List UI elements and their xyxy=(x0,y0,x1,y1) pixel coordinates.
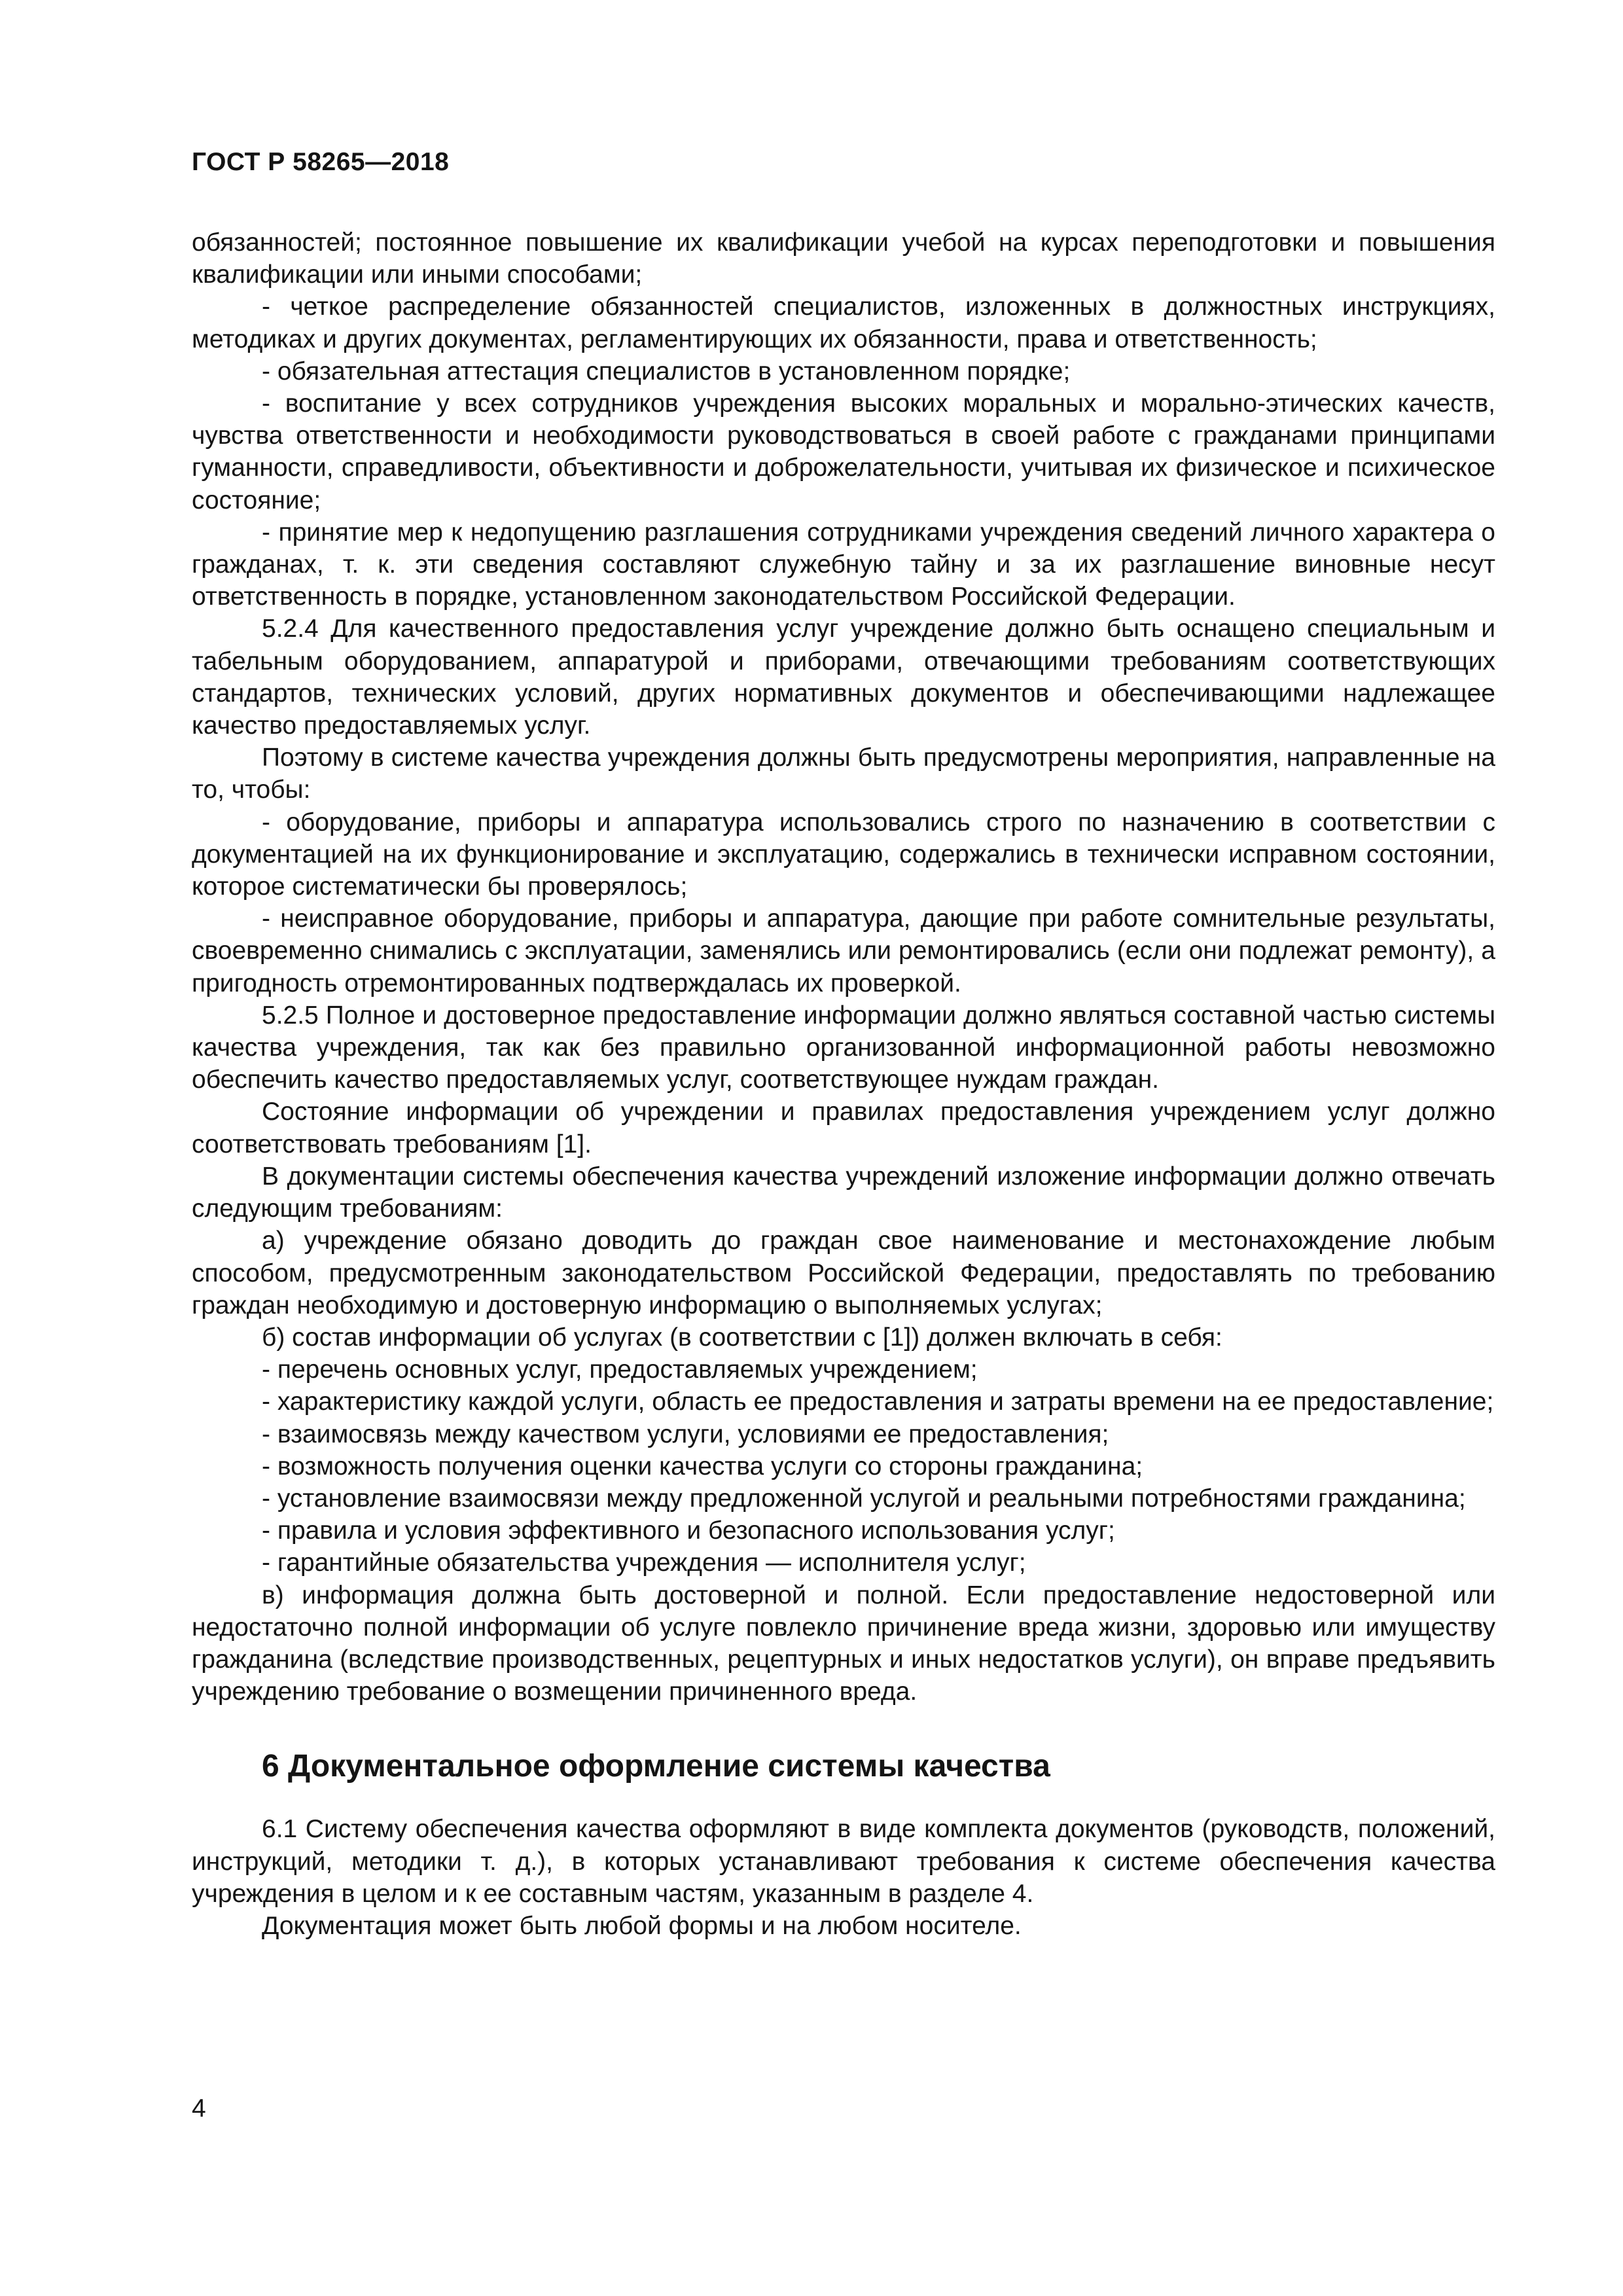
paragraph: - обязательная аттестация специалистов в установленном порядке; xyxy=(262,357,1071,386)
paragraph: 6.1 Систему обеспечения качества оформляют в виде комплекта документов (руководств, положений, инструкций, методики т. д.), в которых устанавливают требования к системе обеспечения качества учреждения в целом и к ее составным частям, указанным в разделе 4. xyxy=(192,1815,1495,1908)
paragraphs-before-section xyxy=(192,226,1495,1708)
paragraph: в) информация должна быть достоверной и полной. Если предоставление недостоверной или недостаточно полной информации об услуге повлекло причинение вреда жизни, здоровью или имуществу гражданина (вследствие производственных, рецептурных и иных недостатков услуги), он вправе предъявить учреждению требование о возмещении причиненного вреда. xyxy=(192,1581,1495,1706)
section-heading: 6 Документальное оформление системы качества xyxy=(262,1749,1050,1784)
paragraph: - неисправное оборудование, приборы и аппаратура, дающие при работе сомнительные результаты, своевременно снимались с эксплуатации, заменялись или ремонтировались (если они подлежат ремонту), а пригодность отремонтированных подтверждалась их проверкой. xyxy=(192,905,1495,997)
paragraph: - оборудование, приборы и аппаратура использовались строго по назначению в соответствии с документацией на их функционирование и эксплуатацию, содержались в технически исправном состоянии, которое систематически бы проверялось; xyxy=(192,808,1495,901)
paragraph: 5.2.5 Полное и достоверное предоставление информации должно являться составной частью системы качества учреждения, так как без правильно организованной информационной работы невозможно обеспечить качество предоставляемых услуг, соответствующее нуждам граждан. xyxy=(192,1001,1495,1094)
paragraph: - гарантийные обязательства учреждения — исполнителя услуг; xyxy=(262,1549,1026,1577)
document-header: ГОСТ Р 58265—2018 xyxy=(192,148,450,176)
paragraph: б) состав информации об услугах (в соответствии с [1]) должен включать в себя: xyxy=(262,1323,1222,1352)
paragraph: - четкое распределение обязанностей специалистов, изложенных в должностных инструкциях, методиках и других документах, регламентирующих их обязанности, права и ответственность; xyxy=(192,293,1495,353)
paragraph: - правила и условия эффективного и безопасного использования услуг; xyxy=(262,1516,1115,1545)
paragraph: обязанностей; постоянное повышение их квалификации учебой на курсах переподготовки и повышения квалификации или иными способами; xyxy=(192,228,1495,289)
paragraph: 5.2.4 Для качественного предоставления услуг учреждение должно быть оснащено специальным и табельным оборудованием, аппаратурой и приборами, отвечающими требованиям соответствующих стандартов, технических условий, других нормативных документов и обеспечивающими надлежащее качество предоставляемых услуг. xyxy=(192,615,1495,740)
paragraph: - перечень основных услуг, предоставляемых учреждением; xyxy=(262,1355,978,1384)
paragraph: - установление взаимосвязи между предложенной услугой и реальными потребностями гражданина; xyxy=(262,1484,1466,1513)
paragraph: В документации системы обеспечения качества учреждений изложение информации должно отвечать следующим требованиям: xyxy=(192,1162,1495,1223)
paragraphs-after-section xyxy=(192,1813,1495,1942)
paragraph: - принятие мер к недопущению разглашения сотрудниками учреждения сведений личного характера о гражданах, т. к. эти сведения составляют служебную тайну и за их разглашение виновные несут ответственность в порядке, установленном законодательством Российской Федерации. xyxy=(192,518,1495,611)
paragraph: - взаимосвязь между качеством услуги, условиями ее предоставления; xyxy=(262,1420,1109,1448)
paragraph: Состояние информации об учреждении и правилах предоставления учреждением услуг должно соответствовать требованиям [1]. xyxy=(192,1098,1495,1158)
paragraph: - воспитание у всех сотрудников учреждения высоких моральных и морально-этических качеств, чувства ответственности и необходимости руководствоваться в своей работе с гражданами принципами гуманности, справедливости, объективности и доброжелательности, учитывая их физическое и психическое состояние; xyxy=(192,389,1495,514)
paragraph: - характеристику каждой услуги, область ее предоставления и затраты времени на ее предоставление; xyxy=(262,1388,1494,1416)
page-number: 4 xyxy=(192,2094,206,2123)
document-body xyxy=(192,226,1495,1942)
paragraph: Поэтому в системе качества учреждения должны быть предусмотрены мероприятия, направленные на то, чтобы: xyxy=(192,744,1495,804)
paragraph: а) учреждение обязано доводить до граждан свое наименование и местонахождение любым способом, предусмотренным законодательством Российской Федерации, предоставлять по требованию граждан необходимую и достоверную информацию о выполняемых услугах; xyxy=(192,1227,1495,1319)
paragraph: Документация может быть любой формы и на любом носителе. xyxy=(262,1911,1022,1940)
paragraph: - возможность получения оценки качества услуги со стороны гражданина; xyxy=(262,1452,1143,1480)
